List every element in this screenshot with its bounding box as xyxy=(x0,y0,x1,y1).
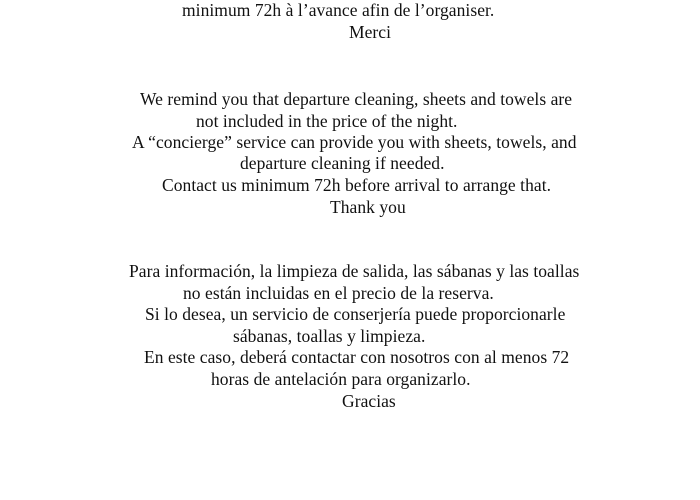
spanish-line-3: Si lo desea, un servicio de conserjería puede proporcionarle xyxy=(145,304,566,324)
spanish-closing: Gracias xyxy=(342,391,396,411)
french-line-1: minimum 72h à l’avance afin de l’organiser. xyxy=(182,0,495,20)
english-line-5: Contact us minimum 72h before arrival to arrange that. xyxy=(162,175,552,195)
spanish-line-2: no están incluidas en el precio de la reserva. xyxy=(183,283,494,303)
spanish-line-1: Para información, la limpieza de salida, las sábanas y las toallas xyxy=(129,261,580,281)
english-line-2: not included in the price of the night. xyxy=(196,111,458,131)
english-line-1: We remind you that departure cleaning, sheets and towels are xyxy=(140,89,573,109)
spanish-line-6: horas de antelación para organizarlo. xyxy=(211,369,471,389)
english-line-3: A “concierge” service can provide you with sheets, towels, and xyxy=(132,132,577,152)
english-closing: Thank you xyxy=(330,197,406,217)
english-line-4: departure cleaning if needed. xyxy=(240,153,445,173)
french-closing: Merci xyxy=(349,22,392,42)
spanish-line-5: En este caso, deberá contactar con nosotros con al menos 72 xyxy=(144,347,570,367)
spanish-line-4: sábanas, toallas y limpieza. xyxy=(233,326,426,346)
